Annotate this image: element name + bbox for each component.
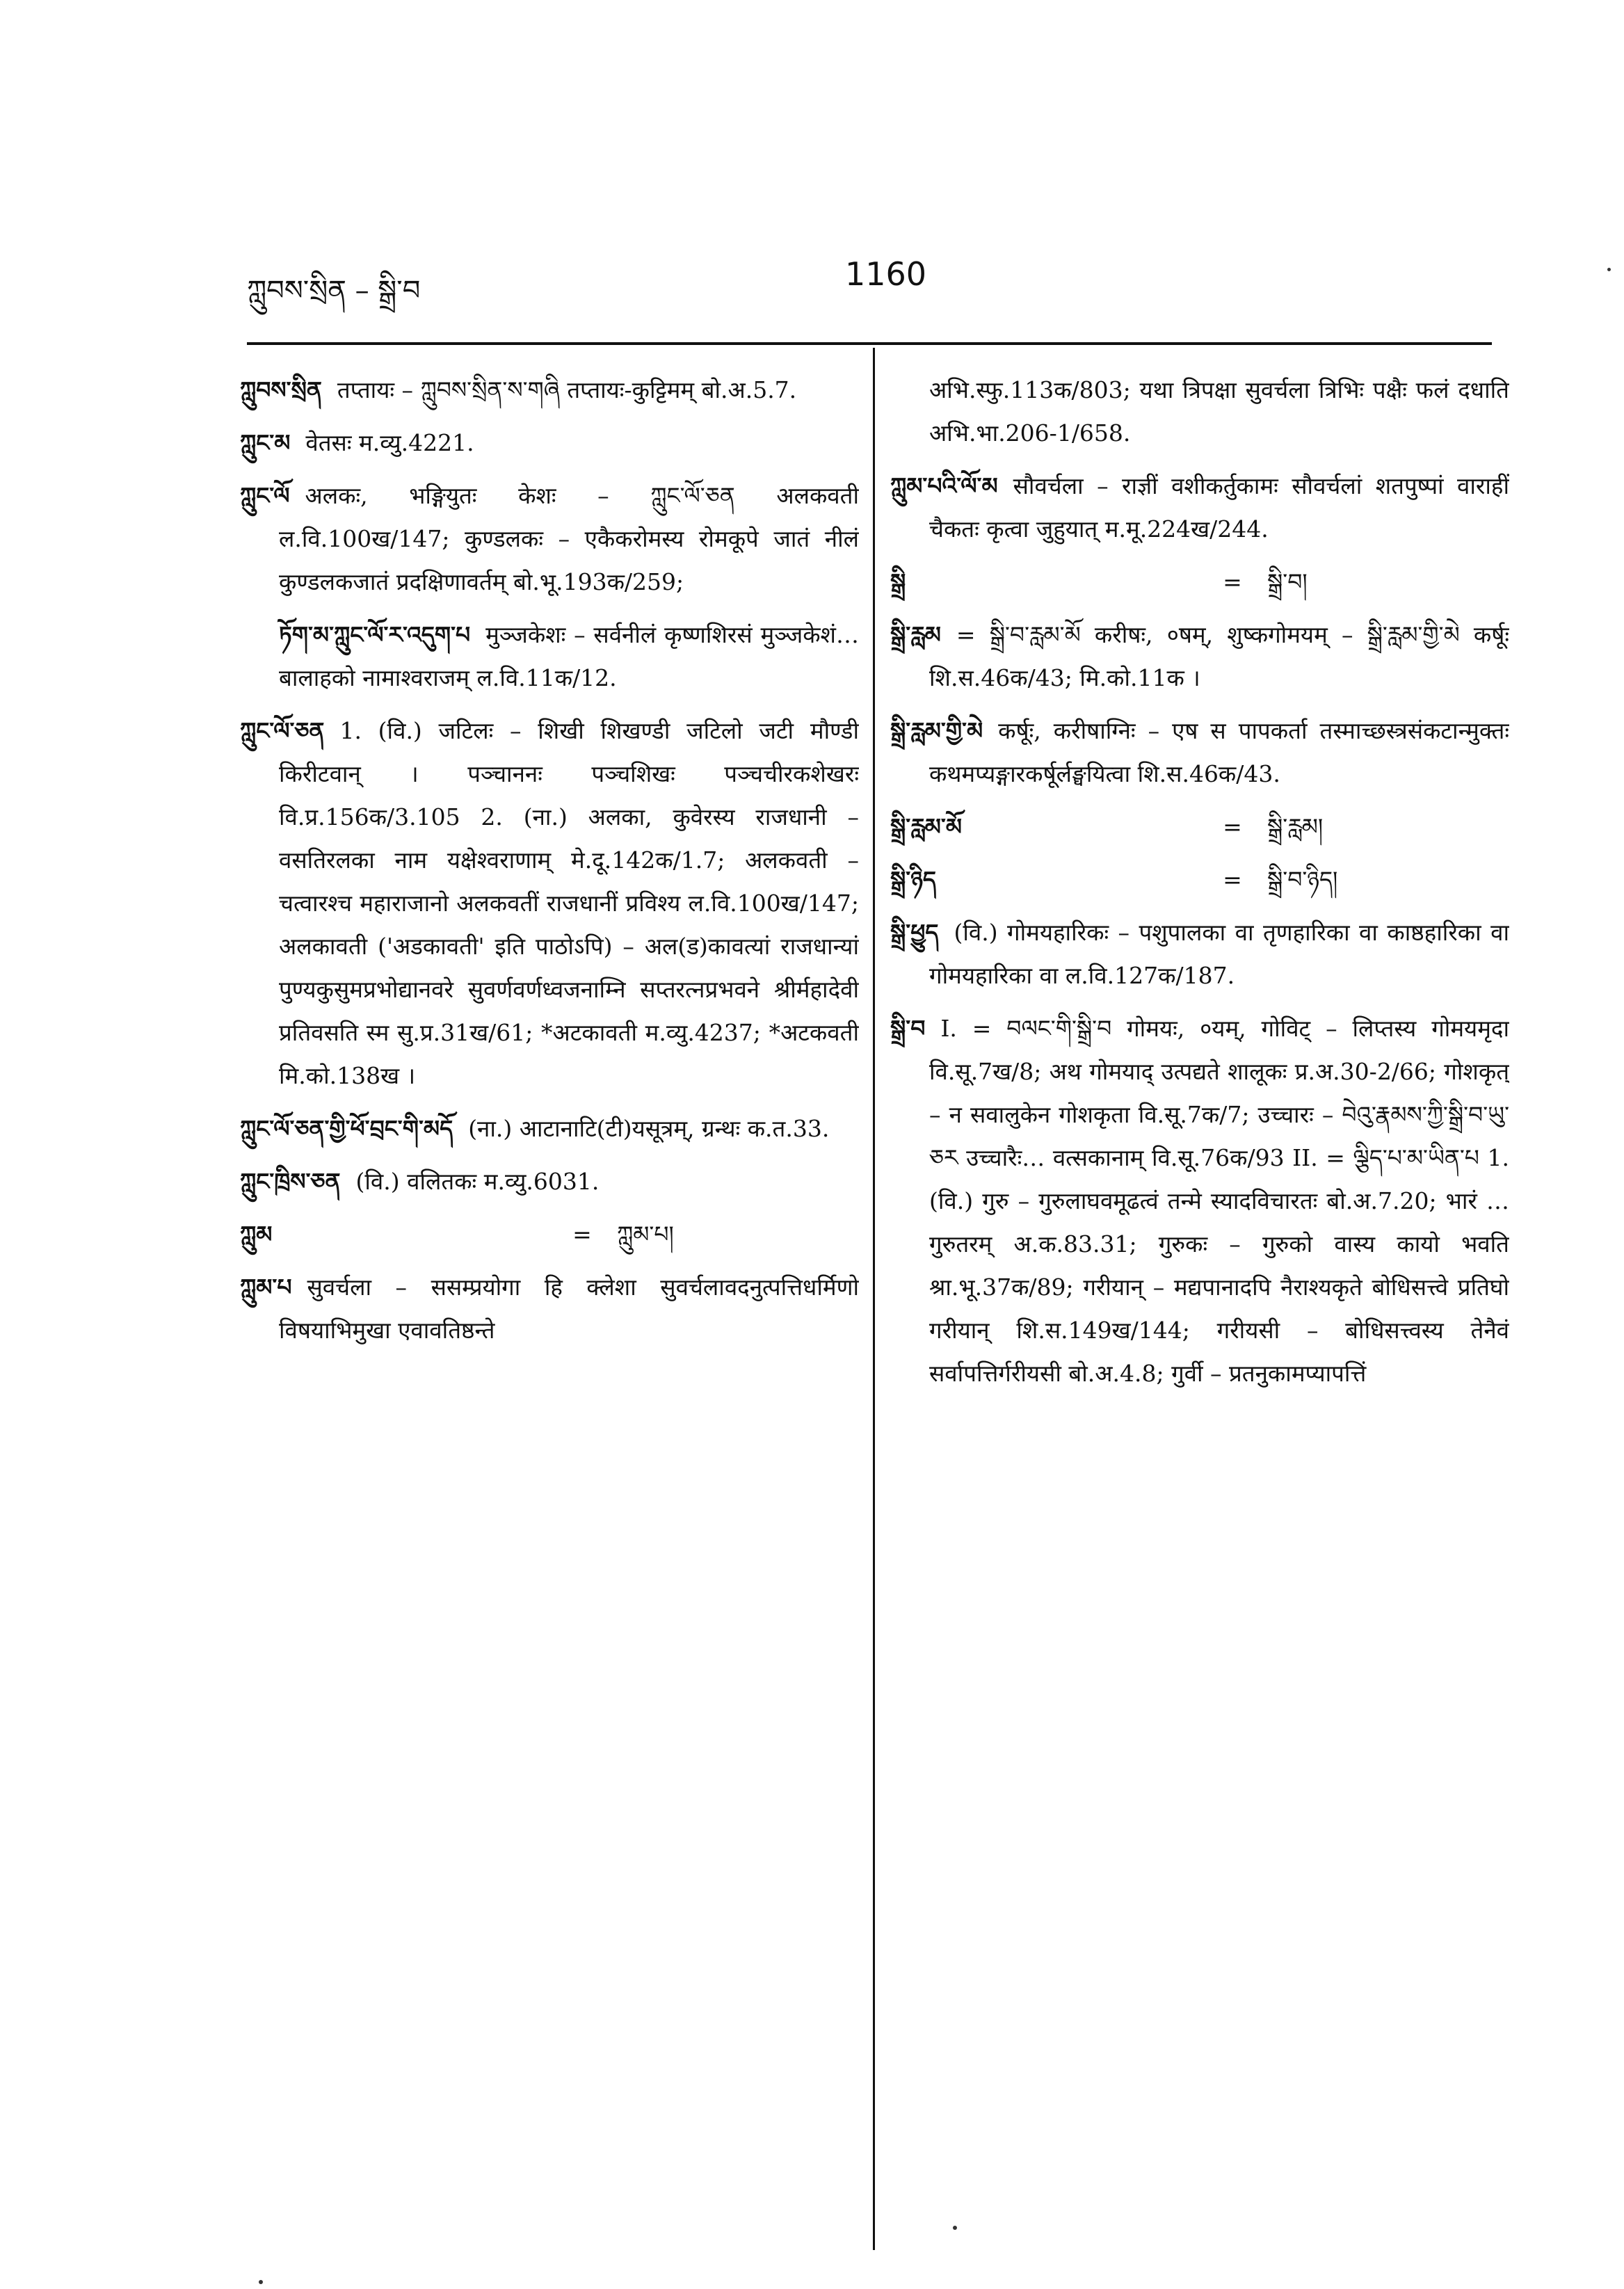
cross-reference-entry	[240, 1213, 859, 1256]
cross-reference-target: སྒྲི་རླམ།	[1267, 813, 1324, 840]
dictionary-entry	[240, 369, 859, 412]
entry-definition: वेतसः म.व्यु.4221.	[305, 429, 474, 456]
headword: སྒྲི་རླམ་མོ	[890, 813, 962, 840]
headword: སྒྲི་ཕྱུད	[890, 919, 939, 946]
entry-definition: I. = བལང་གི་སྒྲི་བ गोमयः, ०यम्, गोविट् – लिप्तस्य गोमयमृदा वि.सू.7ख/8; अथ गोमयाद् उत्पद्यते शालूकः प्र.अ.30-2/66; गोशकृत् – न सवालुकेन गोशकृता वि.सू.7क/7; उच्चारः – བེའུ་རྣམས་ཀྱི་སྒྲི་བ་ཡུ་ཅར उच्चारैः… वत्सकानाम् वि.सू.76क/93 II. = ལྕིད་པ་མ་ཡིན་པ 1. (वि.) गुरु – गुरुलाघवमूढत्वं तन्मे स्यादविचारतः बो.अ.7.20; भारं … गुरुतरम् अ.क.83.31; गुरुकः – गुरुको वास्य कायो भवति श्रा.भू.37क/89; गरीयान् – मद्यपानादपि नैराश्यकृते बोधिसत्त्वे प्रतिघो गरीयान् शि.स.149ख/144; गरीयसी – बोधिसत्त्वस्य तेनैवं सर्वापत्तिर्गरीयसी बो.अ.4.8; गुर्वी – प्रतनुकामप्यापत्तिं	[929, 1015, 1509, 1387]
entry-definition: कर्षूः, करीषाग्निः – एष स पापकर्ता तस्माच्छस्त्रसंकटान्मुक्तः कथमप्यङ्गारकर्षूर्लङ्घयित्वा शि.स.46क/43.	[929, 717, 1509, 787]
cross-reference-target: ཀླུམ་པ།	[617, 1221, 674, 1248]
dictionary-entry	[240, 421, 859, 465]
headword: སྒྲི་རླམ་གྱི་མེ	[890, 717, 983, 744]
dictionary-entry	[890, 1007, 1509, 1395]
entry-definition: (वि.) वलितकः म.व्यु.6031.	[355, 1168, 600, 1195]
header-rule	[247, 342, 1492, 345]
right-column	[890, 369, 1509, 2260]
column-divider	[873, 348, 875, 2250]
headword: ཀླུབས་སྲིན	[240, 376, 322, 403]
scan-speck	[259, 2280, 263, 2284]
entry-definition: = སྒྲི་བ་རླམ་མོ करीषः, ०षम्, शुष्कगोमयम् – སྒྲི་རླམ་གྱི་མེ कर्षूः शि.स.46क/43; मि.को.11क ।	[929, 621, 1509, 691]
headword: སྒྲི་ཉིད	[890, 866, 936, 893]
entry-definition: (वि.) गोमयहारिकः – पशुपालका वा तृणहारिका वा काष्ठहारिका वा गोमयहारिका वा ल.वि.127क/187.	[929, 919, 1509, 989]
equals-sign: =	[572, 1221, 592, 1248]
page-header	[247, 255, 1492, 307]
entry-definition: सौवर्चला – राज्ञीं वशीकर्तुकामः सौवर्चलां शतपुष्पां वाराहीं चैकतः कृत्वा जुहुयात् म.मू.224ख/244.	[929, 472, 1509, 543]
cross-reference-target: སྒྲི་བ་ཉིད།	[1267, 866, 1338, 893]
cross-reference-entry	[890, 805, 1509, 849]
scan-speck	[1607, 268, 1611, 271]
dictionary-entry	[890, 465, 1509, 551]
dictionary-entry	[890, 709, 1509, 796]
equals-sign: =	[1223, 568, 1242, 595]
equals-sign: =	[1223, 813, 1242, 840]
headword: ཀླུང་ལོ་ཅན་གྱི་ཕོ་བྲང་གི་མདོ	[240, 1115, 453, 1142]
entry-definition: मुञ्जकेशः – सर्वनीलं कृष्णशिरसं मुञ्जकेशं… बालाहको नामाश्वराजम् ल.वि.11क/12.	[279, 621, 859, 691]
entry-definition: तप्तायः – ཀླུབས་སྲིན་ས་གཞི तप्तायः-कुट्टिमम् बो.अ.5.7.	[337, 376, 797, 403]
headword: ཀླུམ་པའི་ལོ་མ	[890, 472, 998, 499]
headword: སྒྲི	[890, 568, 906, 595]
scan-speck	[953, 2226, 957, 2230]
left-column	[240, 369, 859, 2260]
entry-definition: (ना.) आटानाटि(टी)यसूत्रम्, ग्रन्थः क.त.33.	[468, 1115, 830, 1142]
headword: ཀླུང་མ	[240, 429, 291, 456]
headword: སྒྲི་བ	[890, 1015, 926, 1042]
page-number: 1160	[845, 255, 927, 293]
entry-definition: 1. (वि.) जटिलः – शिखी शिखण्डी जटिलो जटी मौण्डी किरीटवान् । पञ्चाननः पञ्चशिखः पञ्चचीरकशेखरः वि.प्र.156क/3.105 2. (ना.) अलका, कुवेरस्य राजधानी – वसतिरलका नाम यक्षेश्वराणाम् मे.दू.142क/1.7; अलकवती – चत्वारश्च महाराजानो अलकवतीं राजधानीं प्रविश्य ल.वि.100ख/147; अलकावती ('अडकावती' इति पाठोऽपि) – अल(ड)कावत्यां राजधान्यां पुण्यकुसुमप्रभोद्यानवरे सुवर्णवर्णध्वजनाम्नि सप्तरत्नप्रभवने श्रीर्महादेवी प्रतिवसति स्म सु.प्र.31ख/61; *अटकावती म.व्यु.4237; *अटकवती मि.को.138ख ।	[279, 717, 859, 1089]
headword: ཀླུང་ཁྲིས་ཅན	[240, 1168, 341, 1195]
dictionary-entry	[240, 474, 859, 604]
entry-definition: सुवर्चला – ससम्प्रयोगा हि क्लेशा सुवर्चलावदनुत्पत्तिधर्मिणो विषयाभिमुखा एवावतिष्ठन्ते	[279, 1274, 859, 1344]
headword: ཀླུམ	[240, 1221, 273, 1248]
dictionary-entry	[240, 1266, 859, 1352]
entry-continuation	[890, 369, 1509, 455]
running-head: ཀླུབས་སྲིན – སྒྲི་བ	[247, 275, 421, 307]
dictionary-entry	[890, 911, 1509, 997]
entry-definition: अभि.स्फु.113क/803; यथा त्रिपक्षा सुवर्चला त्रिभिः पक्षैः फलं दधाति अभि.भा.206-1/658.	[929, 376, 1509, 447]
headword: སྒྲི་རླམ	[890, 621, 941, 648]
dictionary-entry	[240, 709, 859, 1098]
headword: ཀླུང་ལོ	[240, 482, 290, 509]
headword: ཀླུམ་པ	[240, 1274, 292, 1301]
entry-definition: अलकः, भङ्गियुतः केशः – ཀླུང་ལོ་ཅན अलकवती ल.वि.100ख/147; कुण्डलकः – एकैकरोमस्य रोमकूपे जातं नीलं कुण्डलकजातं प्रदक्षिणावर्तम् बो.भू.193क/259;	[279, 482, 859, 595]
dictionary-entry	[890, 613, 1509, 700]
cross-reference-target: སྒྲི་བ།	[1267, 568, 1308, 595]
dictionary-entry	[240, 1107, 859, 1150]
dictionary-entry	[240, 613, 859, 700]
equals-sign: =	[1223, 866, 1242, 893]
dictionary-entry	[240, 1160, 859, 1203]
cross-reference-entry	[890, 858, 1509, 901]
headword: ཀླུང་ལོ་ཅན	[240, 717, 325, 744]
cross-reference-entry	[890, 561, 1509, 604]
headword: ཏོག་མ་ཀླུང་ལོ་ར་འདུག་པ	[279, 621, 471, 648]
